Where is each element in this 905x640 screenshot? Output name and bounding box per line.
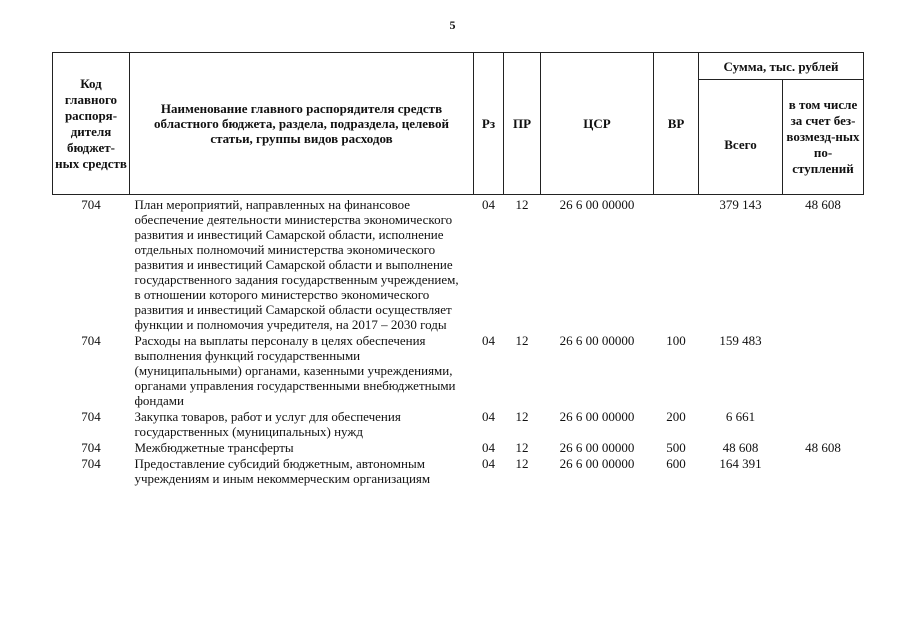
header-rz: Рз — [474, 53, 504, 195]
cell-vr: 100 — [666, 333, 686, 348]
header-pr: ПР — [504, 53, 541, 195]
cell-total: 48 608 — [722, 440, 759, 455]
header-gratuitous: в том числе за счет без-возмезд-ных по-ступлений — [783, 80, 864, 195]
cell-pr: 12 — [515, 197, 529, 212]
table-row — [53, 408, 864, 439]
cell-pr: 12 — [515, 440, 529, 455]
cell-rz: 04 — [482, 440, 495, 455]
cell-pr: 12 — [515, 409, 529, 424]
table-row — [53, 455, 864, 486]
header-csr: ЦСР — [541, 53, 654, 195]
cell-vr — [654, 195, 699, 333]
cell-code: 704 — [81, 197, 101, 212]
cell-code: 704 — [81, 440, 101, 455]
table-header — [53, 53, 864, 195]
cell-pr: 12 — [515, 333, 529, 348]
cell-csr: 26 6 00 00000 — [559, 440, 635, 455]
header-name: Наименование главного распорядителя средств областного бюджета, раздела, подраздела, целевой статьи, группы видов расходов — [130, 53, 474, 195]
cell-name: Межбюджетные трансферты — [134, 440, 294, 455]
cell-rz: 04 — [482, 456, 495, 471]
cell-csr: 26 6 00 00000 — [559, 197, 635, 212]
table-row — [53, 439, 864, 455]
table-body — [53, 195, 864, 487]
cell-name: План мероприятий, направленных на финансовое обеспечение деятельности министерства экономического развития и инвестиций Самарской области, исполнение отдельных полномочий министерства экономического развития и инвестиций Самарской области и выполнение государственного задания государственным учреждением, в отношении которого министерство экономического развития и инвестиций Самарской области осуществляет функции и полномочия учредителя, на 2017 – 2030 годы — [134, 197, 459, 332]
table-row — [53, 332, 864, 408]
cell-gratuitous: 48 608 — [805, 197, 841, 212]
cell-vr: 500 — [666, 440, 686, 455]
page-number: 5 — [449, 18, 456, 32]
cell-csr: 26 6 00 00000 — [559, 456, 635, 471]
cell-csr: 26 6 00 00000 — [559, 409, 635, 424]
cell-code: 704 — [81, 409, 101, 424]
cell-name: Расходы на выплаты персоналу в целях обеспечения выполнения функций государственными (муниципальными) органами, казенными учреждениями, органами управления государственными внебюджетными фондами — [134, 333, 456, 408]
cell-total: 159 483 — [719, 333, 762, 348]
cell-gratuitous: 48 608 — [805, 440, 841, 455]
header-total: Всего — [699, 80, 783, 195]
cell-csr: 26 6 00 00000 — [559, 333, 635, 348]
cell-rz: 04 — [482, 333, 495, 348]
cell-name: Предоставление субсидий бюджетным, автономным учреждениям и иным некоммерческим организациям — [134, 456, 431, 486]
cell-code: 704 — [81, 456, 101, 471]
budget-table — [52, 52, 864, 486]
cell-code: 704 — [81, 333, 101, 348]
cell-pr: 12 — [515, 456, 529, 471]
cell-total: 379 143 — [719, 197, 762, 212]
cell-rz: 04 — [482, 409, 495, 424]
cell-total: 6 661 — [725, 409, 756, 424]
header-sum: Сумма, тыс. рублей — [699, 53, 864, 80]
cell-name: Закупка товаров, работ и услуг для обеспечения государственных (муниципальных) нужд — [134, 409, 401, 439]
header-vr: ВР — [654, 53, 699, 195]
table-row — [53, 195, 864, 333]
cell-vr: 200 — [666, 409, 686, 424]
header-code: Код главного распоря-дителя бюджет-ных средств — [53, 53, 130, 195]
cell-vr: 600 — [666, 456, 686, 471]
cell-total: 164 391 — [719, 456, 762, 471]
cell-gratuitous — [783, 455, 864, 486]
cell-gratuitous — [783, 332, 864, 408]
cell-gratuitous — [783, 408, 864, 439]
cell-rz: 04 — [482, 197, 495, 212]
